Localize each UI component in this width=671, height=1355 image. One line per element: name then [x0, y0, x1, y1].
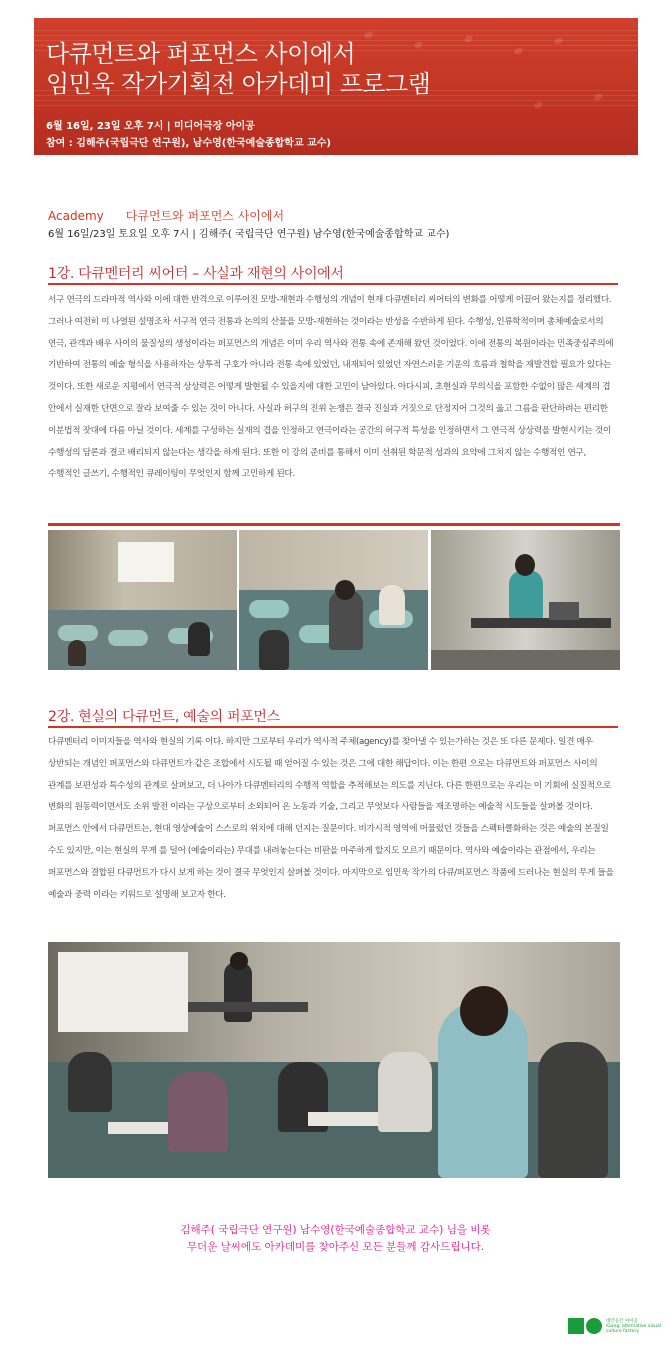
- lecture2-underline: [48, 726, 618, 728]
- banner-title-line1: 다큐먼트와 퍼포먼스 사이에서: [46, 40, 356, 68]
- lecture1-body: 서구 연극의 드라마적 역사와 이에 대한 반격으로 이루어진 모방-재현과 수행성의 개념이 현재 다큐멘터리 씨어터의 변화를 어떻게 이끌어 왔는지를 정리했다. 그러나 여전히 이 나열된 설명조차 서구적 연극 전통과 논의의 산물을 모방-재현하는 것이라는 반성을 수반하게 된다. 수행성, 인류학적이며 총체예술로서의 연극, 관객과 배우 사이의 물질성의 생성이라는 퍼포먼스의 개념은 이미 우리 역사와 전통 속에 존재해 왔던 것이었다. 이에 전통의 복원이라는 민족중심주의에 기반하여 전통의 예술 형식을 사용하자는 상투적 구호가 아니라 전통 속에 있었던, 내재되어 있었던 자연스러운 기운의 흐름과 철학을 재발견할 필요가 있다는 것이다. 또한 새로운 지평에서 연극적 상상력은 어떻게 발현될 수 있을지에 대한 고민이 남아있다. 아다시피, 초현실과 무의식을 포함한 수없이 많은 세계의 겹 안에서 실재한 단면으로 잘라 보여줄 수 있는 것이 아니다. 사실과 허구의 진위 논쟁은 결국 진실과 거짓으로 단정지어 그것의 옳고 그름을 판단하려는 편리한 이분법적 잣대에 다름 아닐 것이다. 세계를 구성하는 실재의 겹을 인정하고 연극이라는 공간의 허구적 특성을 인정하면서 그 연극적 상상력을 발현시키는 것이 수행성의 담론과 결코 배리되지 않는다는 생각을 하게 된다. 또한 이 강의 준비를 통해서 이미 선취된 학문적 성과의 요약에 그치지 않는 수행적인 연구, 수행적인 글쓰기, 수행적인 큐레이팅이 무엇인지 함께 고민하게 된다.: [48, 295, 614, 480]
- lecture1-title: 1강. 다큐멘터리 씨어터 – 사실과 재현의 사이에서: [48, 266, 344, 282]
- banner-participants: 참여 : 김해주(국립극단 연구원), 남수영(한국예술종합학교 교수): [46, 138, 331, 149]
- academy-heading: [48, 207, 284, 224]
- logo-square-icon: [568, 1318, 584, 1334]
- banner-schedule: 6월 16일, 23일 오후 7시 | 미디어극장 아이공: [46, 121, 255, 132]
- lecture1-underline: [48, 283, 618, 285]
- academy-label: Academy: [48, 209, 104, 223]
- logo-circle-icon: [586, 1318, 602, 1334]
- lecture1-photo-1: [48, 530, 237, 670]
- logo-text-1: 대안공간 아이공: [606, 1319, 638, 1324]
- banner-title-line2: 임민욱 작가기획전 아카데미 프로그램: [46, 70, 431, 98]
- lecture2-photo: [48, 942, 620, 1178]
- photo-strip-divider: [48, 523, 620, 526]
- thanks-line2: 무더운 날씨에도 아카데미를 찾아주신 모든 분들께 감사드립니다.: [186, 1241, 485, 1253]
- academy-subtitle: 다큐먼트와 퍼포먼스 사이에서: [125, 209, 285, 223]
- lecture2-title: 2강. 현실의 다큐먼트, 예술의 퍼포먼스: [48, 709, 280, 725]
- logo-text-3: culture factory: [606, 1329, 639, 1334]
- academy-date-line: 6월 16일/23일 토요일 오후 7시 | 김해주( 국립극단 연구원) 남수영(한국예술종합학교 교수): [48, 229, 450, 240]
- lecture1-photo-2: [239, 530, 428, 670]
- lecture1-photo-3: [431, 530, 620, 670]
- header-banner: [34, 18, 638, 155]
- thanks-line1: 김해주( 국립극단 연구원) 남수영(한국예술종합학교 교수) 님을 비롯: [180, 1224, 491, 1236]
- logo-text-2: iGong, alternative visual: [606, 1324, 661, 1329]
- lecture2-body: 다큐멘터리 이미지들을 역사와 현실의 기록 이다. 하지만 그로부터 우리가 역사적 주체(agency)를 찾아낼 수 있는가하는 것은 또 다른 문제다. 일견 매우 상반되는 개념인 퍼포먼스와 다큐먼트가 같은 조합에서 시도될 때 얻어질 수 있는 것은 그에 대한 해답이다. 이는 한편 으로는 다큐먼트와 퍼포먼스 사이의 관계를 보편성과 특수성의 관계로 살펴보고, 더 나아가 다큐멘터리의 수행적 역할을 추적해보는 의도를 지닌다. 다른 한편으로는 우리는 이 기회에 실질적으로 변화의 원동력이면서도 소위 발전 이라는 구상으로부터 소외되어 온 노동과 기술, 그리고 무엇보다 사람들을 재조명하는 예술적 시도들을 살펴볼 것이다. 퍼포먼스 안에서 다큐먼트는, 현대 영상예술이 스스로의 위치에 대해 던지는 질문이다. 비가시적 영역에 머물렀던 것들을 스펙터클화하는 것은 예술의 본질일 수도 있지만, 이는 현실의 무게 를 덜어 (예술이라는) 무대를 내려놓는다는 비판을 마주하게 할지도 모르기 때문이다. 역사와 예술이라는 관점에서, 우리는 퍼포먼스와 결합된 다큐먼트가 다시 보게 하는 것이 결국 무엇인지 살펴볼 것이다. 마지막으로 임민욱 작가의 다큐/퍼포먼스 작품에 드러나는 현실의 무게 들을 예술과 중력 이라는 키워드로 설명해 보고자 한다.: [48, 737, 614, 900]
